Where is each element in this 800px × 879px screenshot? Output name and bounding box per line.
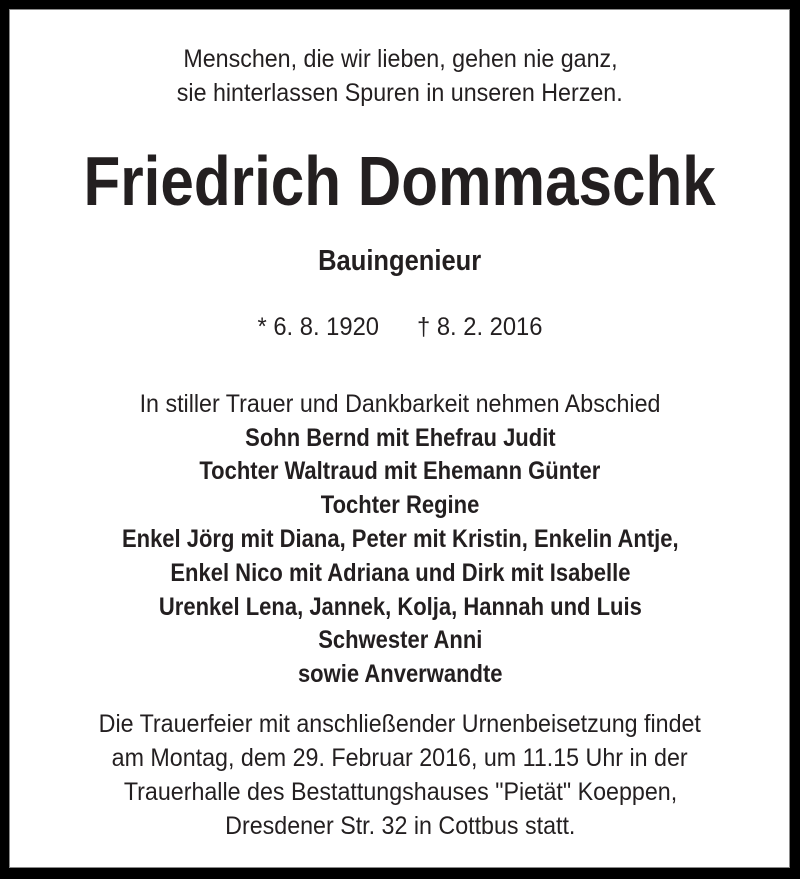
life-dates <box>0 312 800 342</box>
mourners-intro-text: In stiller Trauer und Dankbarkeit nehmen Abschied <box>139 390 661 418</box>
mourner-text: Schwester Anni <box>317 626 483 654</box>
quote-text: sie hinterlassen Spuren in unseren Herzen. <box>177 79 623 107</box>
death-date: 8. 2. 2016 <box>436 313 543 341</box>
deceased-name <box>0 141 800 221</box>
quote-line-1 <box>0 44 800 74</box>
birth-date: 6. 8. 1920 <box>273 313 380 341</box>
mourner-text: Sohn Bernd mit Ehefrau Judit <box>244 424 556 452</box>
mourner-line <box>0 456 800 486</box>
funeral-info-text: Dresdener Str. 32 in Cottbus statt. <box>224 812 576 840</box>
mourner-line <box>0 625 800 655</box>
mourner-text: Urenkel Lena, Jannek, Kolja, Hannah und Luis <box>158 593 642 621</box>
mourner-line <box>0 423 800 453</box>
mourner-line <box>0 592 800 622</box>
profession-text: Bauingenieur <box>318 245 482 277</box>
mourner-text: sowie Anverwandte <box>297 660 503 688</box>
mourner-text: Enkel Jörg mit Diana, Peter mit Kristin, Enkelin Antje, <box>121 525 679 553</box>
funeral-info-text: Trauerhalle des Bestattungshauses "Pietät" Koeppen, <box>123 778 677 806</box>
mourners-intro <box>0 389 800 419</box>
profession <box>0 244 800 278</box>
mourner-text: Tochter Waltraud mit Ehemann Günter <box>199 457 601 485</box>
deceased-name-text: Friedrich Dommaschk <box>83 142 717 220</box>
quote-line-2 <box>0 78 800 108</box>
mourner-text: Enkel Nico mit Adriana und Dirk mit Isabelle <box>169 559 631 587</box>
mourner-text: Tochter Regine <box>320 491 480 519</box>
funeral-info-line <box>0 777 800 807</box>
funeral-info-text: Die Trauerfeier mit anschließender Urnenbeisetzung findet <box>98 710 702 738</box>
mourner-line <box>0 524 800 554</box>
life-dates-text <box>257 312 542 342</box>
quote-text: Menschen, die wir lieben, gehen nie ganz, <box>182 45 618 73</box>
birth-symbol: * <box>257 313 267 341</box>
mourner-line <box>0 490 800 520</box>
funeral-info-text: am Montag, dem 29. Februar 2016, um 11.15 Uhr in der <box>112 744 688 772</box>
death-symbol: † <box>417 313 431 341</box>
mourner-line <box>0 558 800 588</box>
funeral-info-line <box>0 709 800 739</box>
funeral-info-line <box>0 743 800 773</box>
mourner-line <box>0 659 800 689</box>
funeral-info-line <box>0 811 800 841</box>
